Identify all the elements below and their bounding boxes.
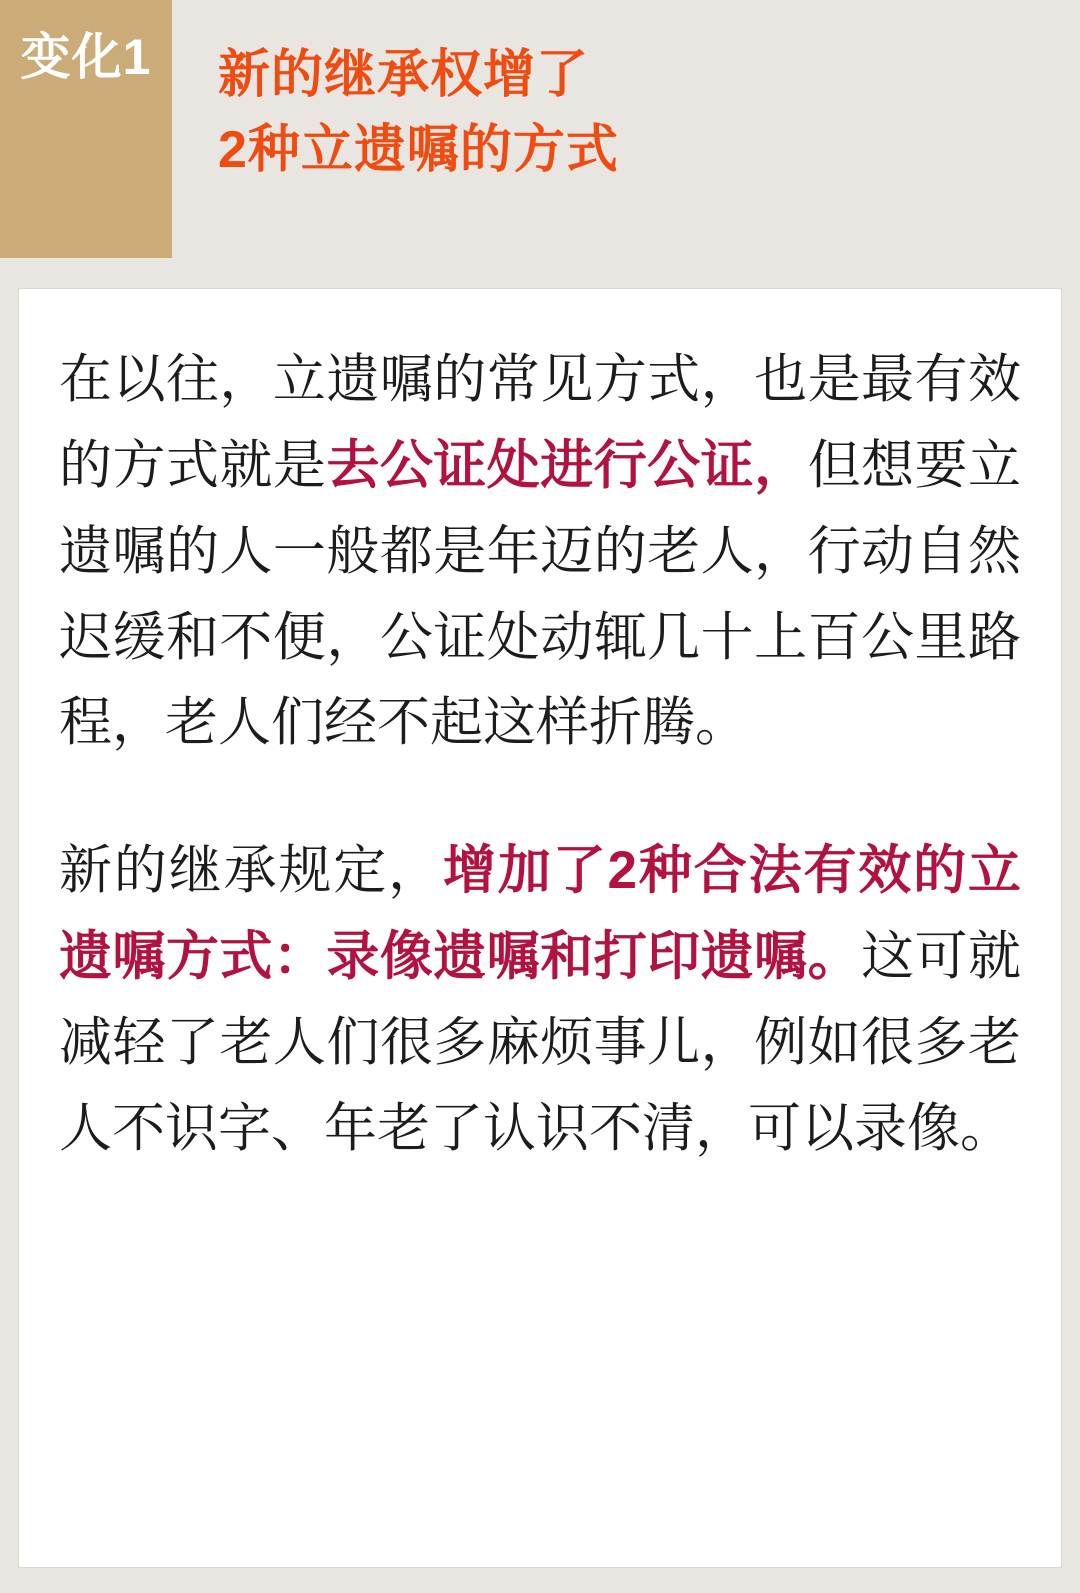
paragraph-2-highlight: 增加了2种合法有效的立遗嘱方式：录像遗嘱和打印遗嘱。 [59, 841, 1021, 987]
paragraph-1-text-part-2: 但想要立遗嘱的人一般都是年迈的老人，行动自然迟缓和不便，公证处动辄几十上百公里路程，老人们经不起这样折腾。 [59, 435, 1022, 753]
paragraph-1-text-part-1: 在以往，立遗嘱的常见方式，也是最有效的方式就是 [59, 350, 1021, 495]
paragraph-2 [59, 828, 1021, 1171]
change-number-label: 变化1 [20, 29, 152, 85]
paragraph-2-text-part-1: 新的继承规定， [59, 841, 443, 901]
article-header [0, 0, 1080, 258]
change-number-badge [0, 0, 172, 258]
paragraph-1 [59, 337, 1021, 766]
article-body-card [18, 288, 1062, 1568]
page-title-line-2: 2种立遗嘱的方式 [218, 121, 619, 180]
paragraph-2-text-part-2: 这可就减轻了老人们很多麻烦事儿，例如很多老人不识字、年老了认识不清，可以录像。 [59, 927, 1022, 1158]
page-title-line-1: 新的继承权增了 [218, 46, 590, 104]
paragraph-1-highlight: 去公证处进行公证， [326, 435, 808, 495]
header-title-block [172, 0, 1080, 258]
